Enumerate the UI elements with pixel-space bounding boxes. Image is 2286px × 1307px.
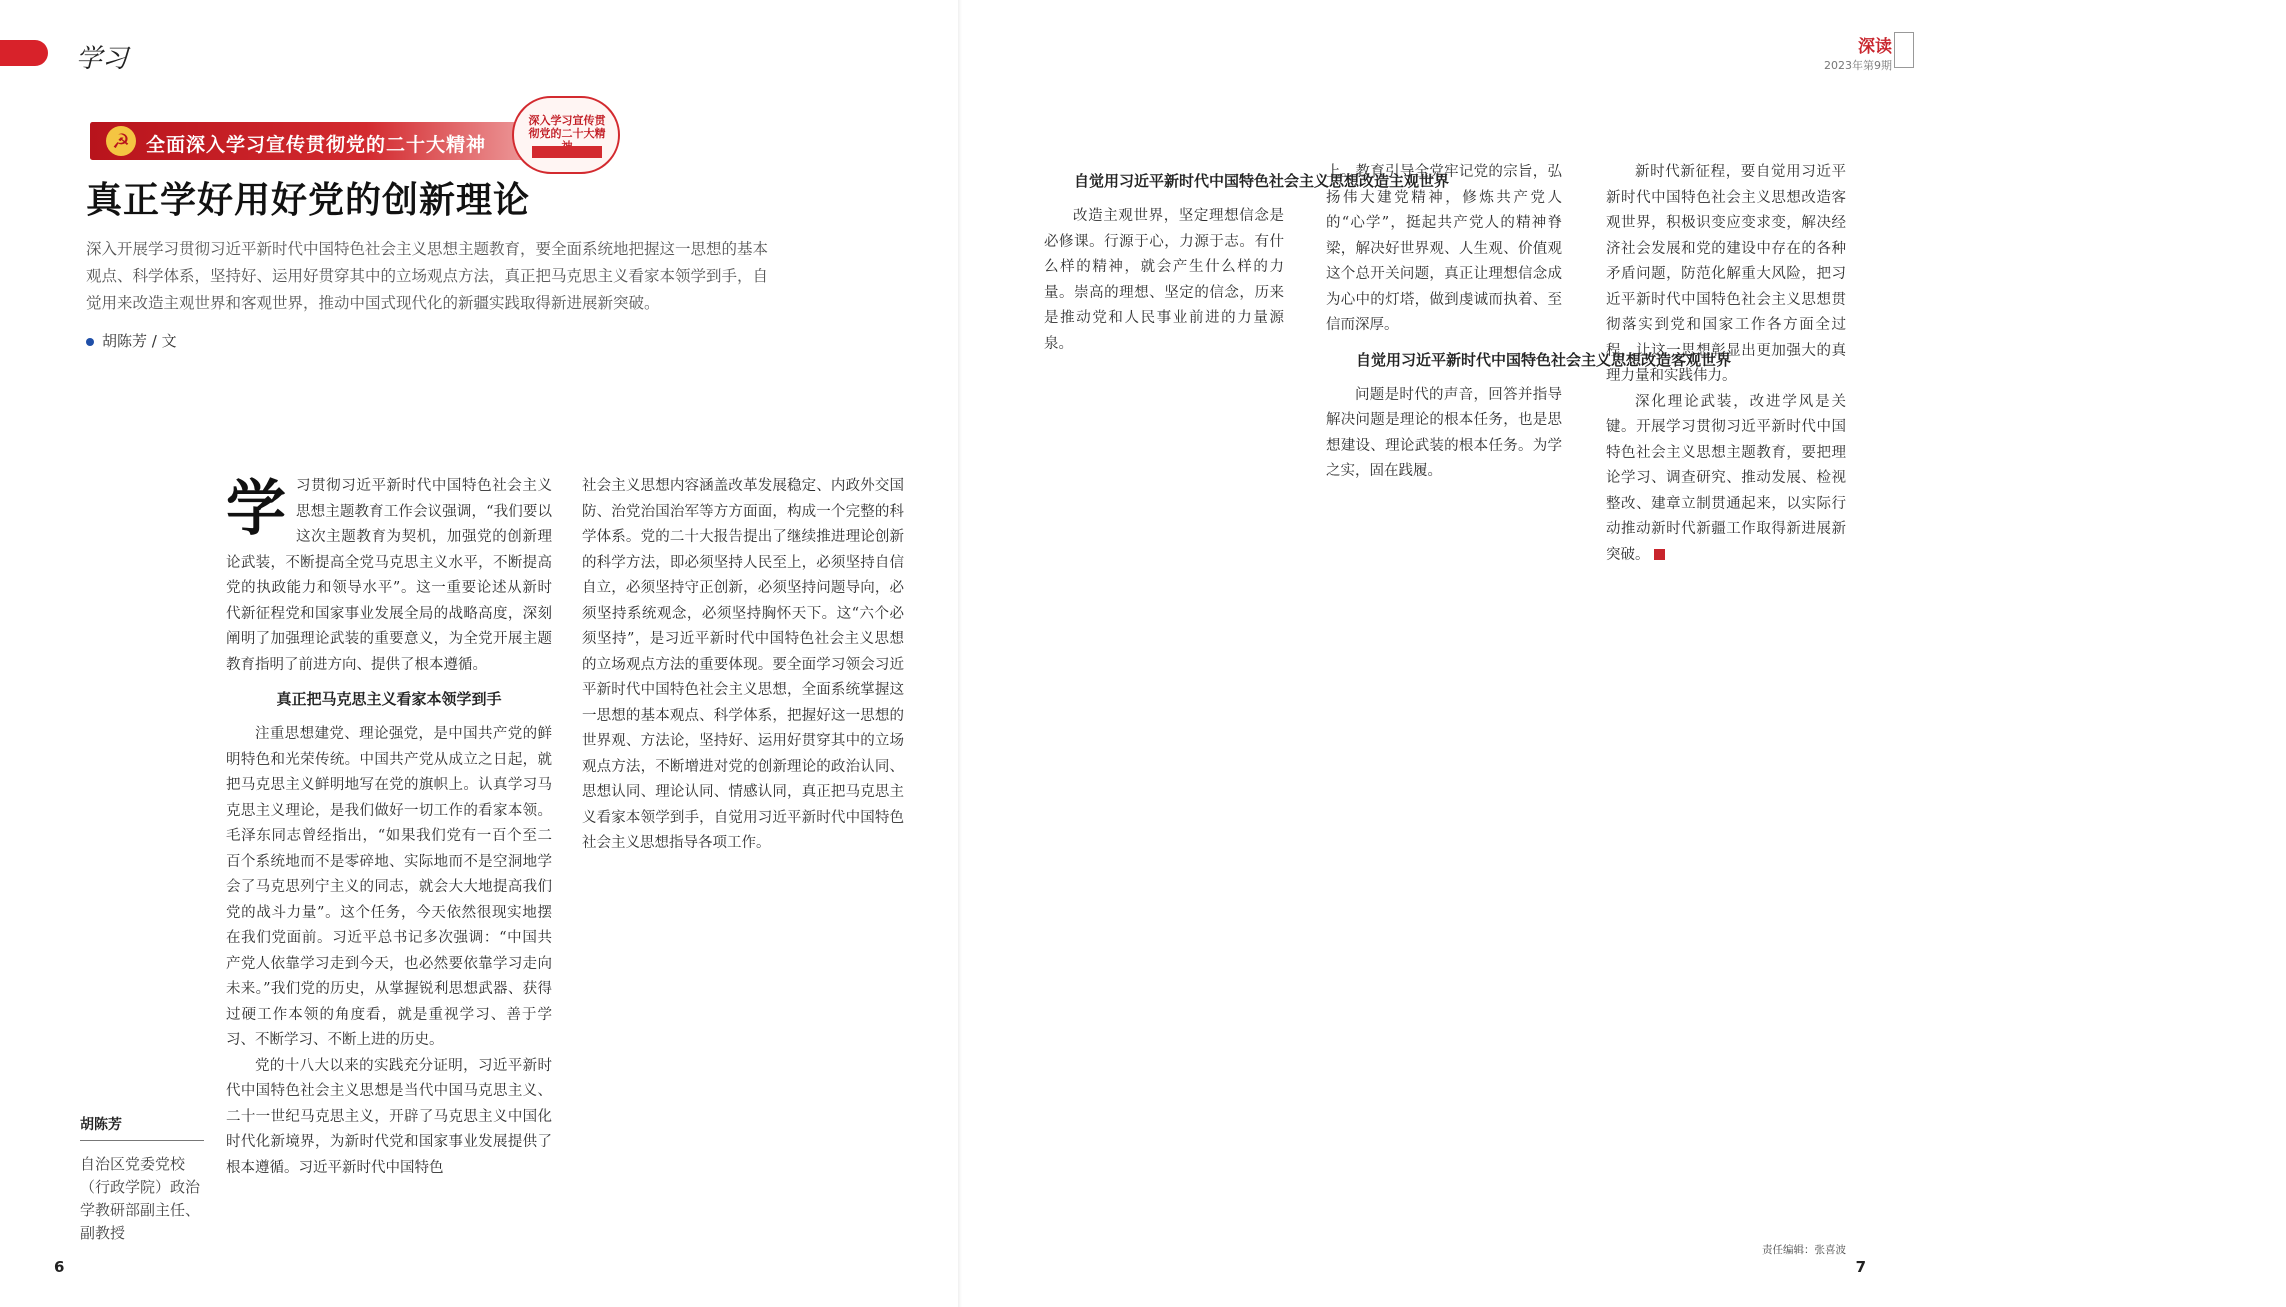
column-2 [582, 474, 904, 1254]
page-number-right: 7 [1855, 1258, 1866, 1276]
paragraph: 问题是时代的声音，回答并指导解决问题是理论的根本任务，也是思想建设、理论武装的根本任务。为学之实，固在践履。 [1326, 386, 1562, 479]
section-heading: 自觉用习近平新时代中国特色社会主义思想改造主观世界 [1074, 172, 1450, 190]
seal-frame [512, 96, 620, 174]
paragraph: 注重思想建党、理论强党，是中国共产党的鲜明特色和光荣传统。中国共产党从成立之日起，就把马克思主义鲜明地写在党的旗帜上。认真学习马克思主义理论，是我们做好一切工作的看家本领。毛泽东同志曾经指出，“如果我们党有一百个至二百个系统地而不是零碎地、实际地而不是空洞地学会了马克思列宁主义的同志，就会大大地提高我们党的战斗力量”。这个任务，今天依然很现实地摆在我们党面前。习近平总书记多次强调：“中国共产党人依靠学习走到今天，也必然要依靠学习走向未来。”我们党的历史，从掌握锐利思想武器、获得过硬工作本领的角度看，就是重视学习、善于学习、不断学习、不断上进的历史。 [226, 726, 552, 1048]
brand-label: 深读 [1858, 37, 1892, 57]
seal-stripe [532, 146, 602, 158]
byline [86, 330, 177, 351]
paragraph: 党的十八大以来的实践充分证明，习近平新时代中国特色社会主义思想是当代中国马克思主义、二十一世纪马克思主义，开辟了马克思主义中国化时代化新境界，为新时代党和国家事业发展提供了根本遵循。习近平新时代中国特色 [226, 1057, 552, 1176]
column-1 [226, 474, 552, 1254]
paragraph: 习贯彻习近平新时代中国特色社会主义思想主题教育工作会议强调，“我们要以这次主题教育为契机，加强党的创新理论武装，不断提高全党马克思主义水平，不断提高党的执政能力和领导水平”。这一重要论述从新时代新征程党和国家事业发展全局的战略高度，深刻阐明了加强理论武装的重要意义，为全党开展主题教育指明了前进方向、提供了根本遵循。 [226, 478, 552, 673]
drop-cap: 学 [226, 474, 286, 544]
author-description: 自治区党委党校（行政学院）政治学教研部副主任、副教授 [80, 1155, 201, 1242]
paragraph: 上。教育引导全党牢记党的宗旨，弘扬伟大建党精神，修炼共产党人的“心学”，挺起共产党人的精神脊梁，解决好世界观、人生观、价值观这个总开关问题，真正让理想信念成为心中的灯塔，做到虔诚而执着、至信而深厚。 [1326, 164, 1562, 333]
section-heading: 真正把马克思主义看家本领学到手 [276, 690, 502, 708]
party-emblem-icon: ☭ [106, 126, 136, 156]
section-label: 学习 [76, 44, 129, 74]
topic-banner [90, 122, 550, 160]
paragraph: 社会主义思想内容涵盖改革发展稳定、内政外交国防、治党治国治军等方方面面，构成一个完整的科学体系。党的二十大报告提出了继续推进理论创新的科学方法，即必须坚持人民至上，必须坚持自信自立，必须坚持守正创新，必须坚持问题导向，必须坚持系统观念，必须坚持胸怀天下。这“六个必须坚持”，是习近平新时代中国特色社会主义思想的立场观点方法的重要体现。要全面学习领会习近平新时代中国特色社会主义思想，全面系统掌握这一思想的基本观点、科学体系，把握好这一思想的世界观、方法论，坚持好、运用好贯穿其中的立场观点方法，不断增进对党的创新理论的政治认同、思想认同、理论认同、情感认同，真正把马克思主义看家本领学到手，自觉用习近平新时代中国特色社会主义思想指导各项工作。 [582, 478, 904, 851]
article-title: 真正学好用好党的创新理论 [86, 180, 531, 221]
byline-dot-icon [86, 338, 94, 346]
issue-label: 2023年第9期 [1824, 59, 1892, 72]
end-mark-icon [1654, 549, 1665, 560]
topic-banner-text: 全面深入学习宣传贯彻党的二十大精神 [146, 134, 487, 156]
section-tab-marker [0, 40, 48, 66]
article-lead: 深入开展学习贯彻习近平新时代中国特色社会主义思想主题教育，要全面系统地把握这一思想的基本观点、科学体系，坚持好、运用好贯穿其中的立场观点方法，真正把马克思主义看家本领学到手，自觉用来改造主观世界和客观世界，推动中国式现代化的新疆实践取得新进展新突破。 [86, 240, 769, 312]
seal-text: 深入学习宣传贯彻党的二十大精 [528, 114, 606, 140]
left-page [0, 0, 960, 1307]
magazine-logo-icon [1894, 32, 1914, 68]
section-heading: 自觉用习近平新时代中国特色社会主义思想改造客观世界 [1356, 350, 1732, 369]
paragraph: 新时代新征程，要自觉用习近平新时代中国特色社会主义思想改造客观世界，积极识变应变求变，解决经济社会发展和党的建设中存在的各种矛盾问题，防范化解重大风险，把习近平新时代中国特色社会主义思想贯彻落实到党和国家工作各方面全过程，让这一思想彰显出更加强大的真理力量和实践伟力。 [1606, 164, 1846, 384]
page-number-left: 6 [54, 1258, 65, 1276]
editor-credit: 责任编辑：张喜波 [1762, 1244, 1846, 1256]
author-bio [80, 1114, 204, 1245]
paragraph: 改造主观世界，坚定理想信念是必修课。行源于心，力源于志。有什么样的精神，就会产生什么样的力量。崇高的理想、坚定的信念，历来是推动党和人民事业前进的力量源泉。 [1044, 208, 1284, 352]
right-page [960, 0, 1920, 1307]
column-5 [1606, 160, 1846, 1240]
topic-seal-logo [512, 96, 620, 174]
paragraph-text: 深化理论武装，改进学风是关键。开展学习贯彻习近平新时代中国特色社会主义思想主题教育，要把理论学习、调查研究、推动发展、检视整改、建章立制贯通起来，以实际行动推动新时代新疆工作取得新进展新突破。 [1606, 393, 1846, 563]
byline-text: 胡陈芳 / 文 [102, 332, 177, 350]
paragraph [1606, 390, 1846, 569]
running-header [1824, 32, 1892, 73]
author-name: 胡陈芳 [80, 1114, 204, 1141]
